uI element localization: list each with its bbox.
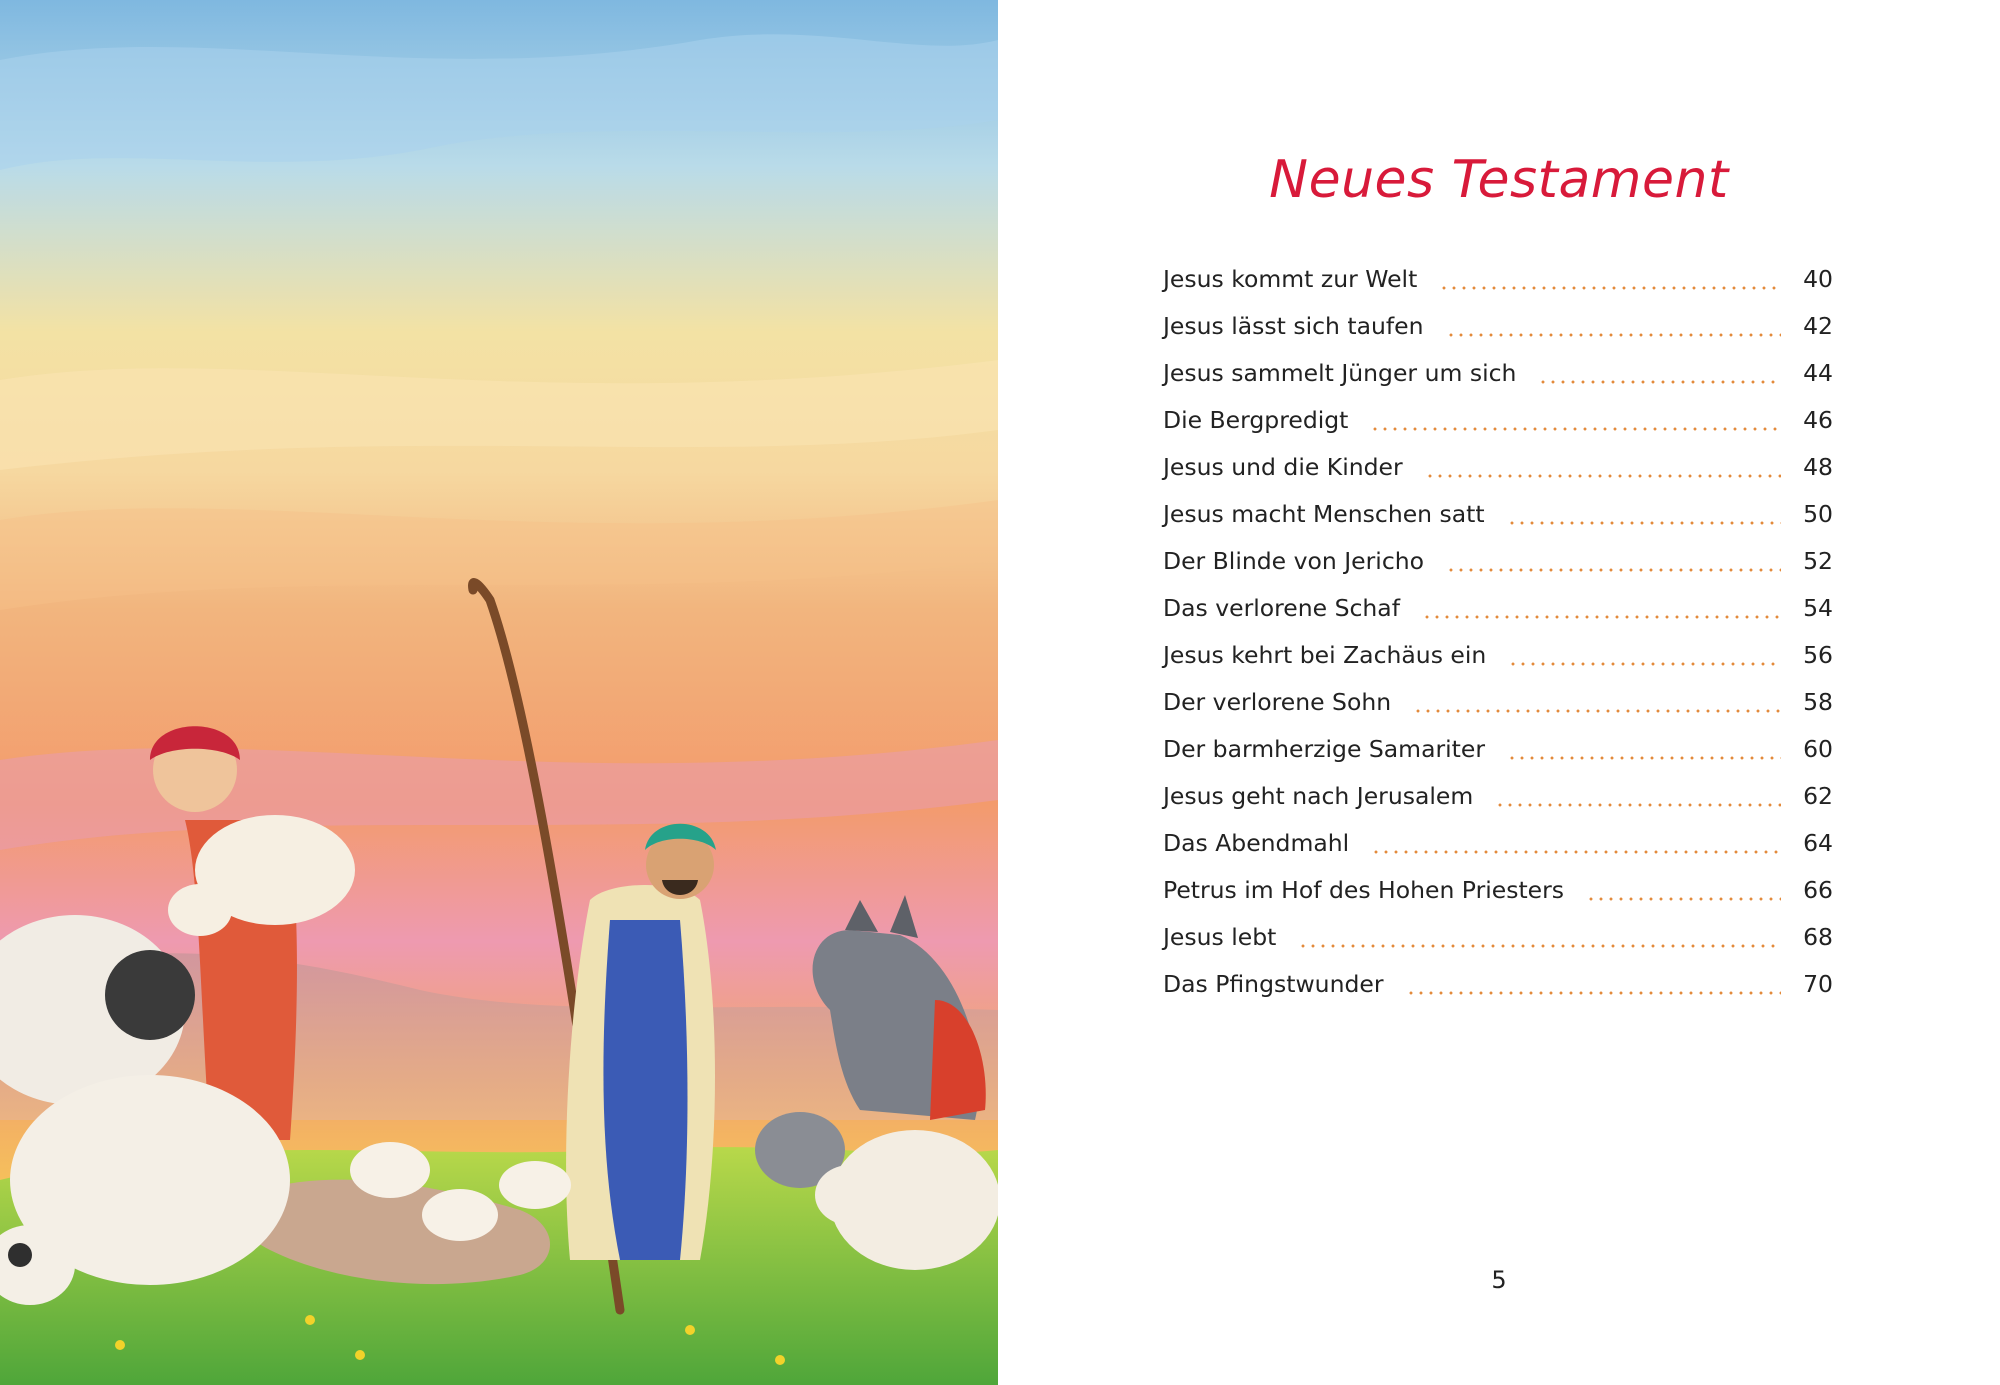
toc-list xyxy=(1163,256,1833,1008)
leader-dots xyxy=(1422,615,1781,619)
toc-entry xyxy=(1163,256,1833,303)
leader-dots xyxy=(1586,897,1781,901)
table-of-contents-page xyxy=(998,0,2000,1385)
shepherd-illustration xyxy=(0,0,998,1385)
leader-dots xyxy=(1439,286,1781,290)
leader-dots xyxy=(1371,850,1781,854)
toc-entry-title: Das verlorene Schaf xyxy=(1163,594,1400,622)
toc-entry-page: 40 xyxy=(1803,265,1833,293)
toc-entry-page: 64 xyxy=(1803,829,1833,857)
toc-entry xyxy=(1163,632,1833,679)
toc-entry-page: 58 xyxy=(1803,688,1833,716)
leader-dots xyxy=(1446,568,1781,572)
toc-entry-title: Jesus und die Kinder xyxy=(1163,453,1403,481)
toc-entry-title: Der verlorene Sohn xyxy=(1163,688,1392,716)
toc-entry-page: 60 xyxy=(1803,735,1833,763)
toc-entry xyxy=(1163,726,1833,773)
illustration-page xyxy=(0,0,998,1385)
toc-entry-page: 66 xyxy=(1803,876,1833,904)
toc-entry-page: 48 xyxy=(1803,453,1833,481)
toc-entry xyxy=(1163,914,1833,961)
toc-entry xyxy=(1163,585,1833,632)
toc-entry-title: Jesus lässt sich taufen xyxy=(1163,312,1424,340)
toc-entry-page: 52 xyxy=(1803,547,1833,575)
toc-entry-title: Jesus lebt xyxy=(1163,923,1277,951)
leader-dots xyxy=(1406,991,1782,995)
toc-entry-page: 46 xyxy=(1803,406,1833,434)
leader-dots xyxy=(1507,756,1781,760)
leader-dots xyxy=(1425,474,1781,478)
toc-entry-title: Jesus kehrt bei Zachäus ein xyxy=(1163,641,1487,669)
leader-dots xyxy=(1538,380,1781,384)
section-title: Neues Testament xyxy=(1269,150,1729,210)
leader-dots xyxy=(1446,333,1781,337)
toc-entry xyxy=(1163,679,1833,726)
toc-entry-title: Jesus geht nach Jerusalem xyxy=(1163,782,1474,810)
leader-dots xyxy=(1298,944,1781,948)
toc-entry-page: 62 xyxy=(1803,782,1833,810)
toc-entry-title: Petrus im Hof des Hohen Priesters xyxy=(1163,876,1565,904)
toc-entry-page: 50 xyxy=(1803,500,1833,528)
toc-entry-title: Jesus macht Menschen satt xyxy=(1163,500,1485,528)
toc-entry xyxy=(1163,538,1833,585)
toc-entry xyxy=(1163,397,1833,444)
toc-entry-title: Das Pfingstwunder xyxy=(1163,970,1384,998)
leader-dots xyxy=(1413,709,1781,713)
toc-entry-title: Der barmherzige Samariter xyxy=(1163,735,1486,763)
toc-entry xyxy=(1163,350,1833,397)
toc-entry xyxy=(1163,444,1833,491)
page-number: 5 xyxy=(1491,1266,1507,1294)
toc-entry-page: 70 xyxy=(1803,970,1833,998)
leader-dots xyxy=(1495,803,1781,807)
toc-entry xyxy=(1163,773,1833,820)
toc-entry xyxy=(1163,303,1833,350)
toc-entry-page: 54 xyxy=(1803,594,1833,622)
toc-entry xyxy=(1163,961,1833,1008)
toc-entry-page: 56 xyxy=(1803,641,1833,669)
toc-entry-title: Jesus kommt zur Welt xyxy=(1163,265,1418,293)
toc-entry-title: Jesus sammelt Jünger um sich xyxy=(1163,359,1517,387)
toc-entry-title: Das Abendmahl xyxy=(1163,829,1350,857)
leader-dots xyxy=(1507,521,1781,525)
toc-entry-title: Der Blinde von Jericho xyxy=(1163,547,1425,575)
toc-entry-page: 42 xyxy=(1803,312,1833,340)
toc-entry-page: 68 xyxy=(1803,923,1833,951)
toc-entry xyxy=(1163,820,1833,867)
toc-entry-title: Die Bergpredigt xyxy=(1163,406,1349,434)
leader-dots xyxy=(1508,662,1781,666)
toc-entry-page: 44 xyxy=(1803,359,1833,387)
leader-dots xyxy=(1370,427,1781,431)
toc-entry xyxy=(1163,491,1833,538)
toc-entry xyxy=(1163,867,1833,914)
